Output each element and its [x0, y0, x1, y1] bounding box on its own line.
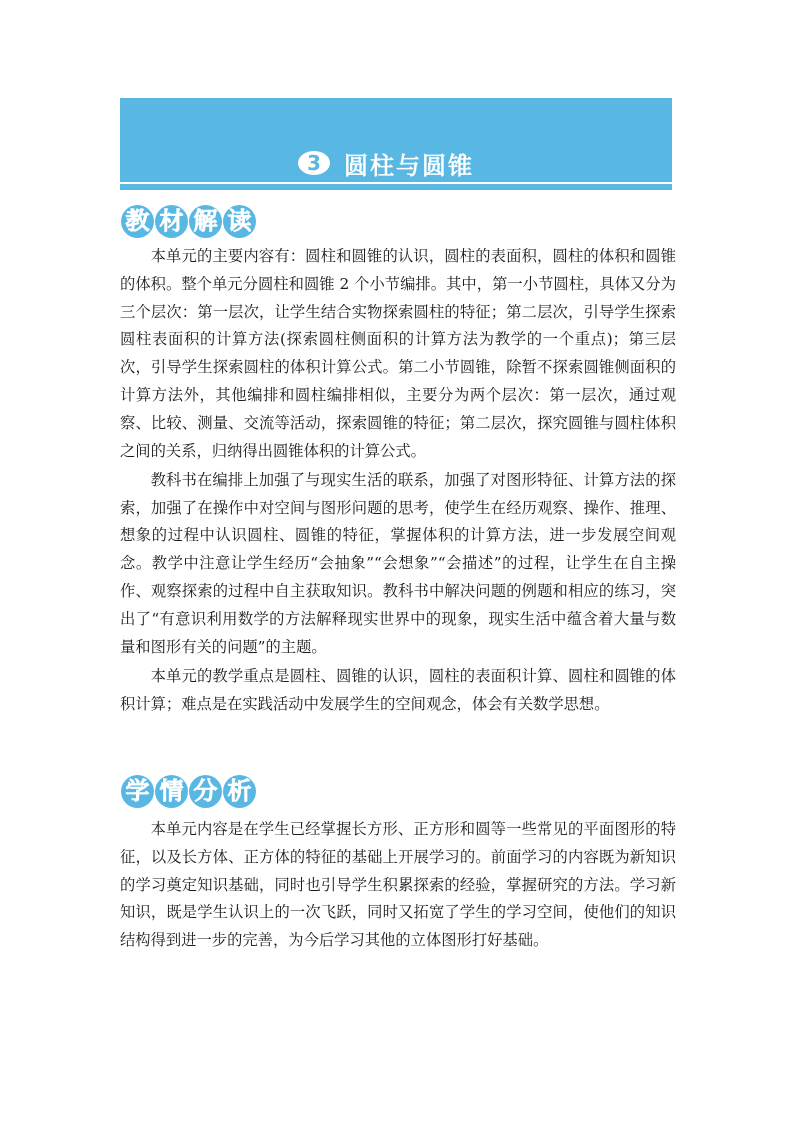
- chapter-banner: [120, 98, 672, 190]
- paragraph: 本单元内容是在学生已经掌握长方形、正方形和圆等一些常见的平面图形的特征，以及长方体、正方体的特征的基础上开展学习的。前面学习的内容既为新知识的学习奠定知识基础，同时也引导学生积累探索的经验，掌握研究的方法。学习新知识，既是学生认识上的一次飞跃，同时又拓宽了学生的学习空间，使他们的知识结构得到进一步的完善，为今后学习其他的立体图形打好基础。: [120, 820, 676, 950]
- section-title-char: 教: [121, 205, 154, 238]
- paragraph: 教科书在编排上加强了与现实生活的联系，加强了对图形特征、计算方法的探索，加强了在操作中对空间与图形问题的思考，使学生在经历观察、操作、推理、想象的过程中认识圆柱、圆锥的特征，掌握体积的计算方法，进一步发展空间观念。教学中注意让学生经历“会抽象”“会想象”“会描述”的过程，让学生在自主操作、观察探索的过程中自主获取知识。教科书中解决问题的例题和相应的练习，突出了“有意识利用数学的方法解释现实世界中的现象，现实生活中蕴含着大量与数量和图形有关的问题”的主题。: [120, 470, 676, 656]
- chapter-heading: [120, 146, 672, 180]
- chapter-title: 圆柱与圆锥: [344, 151, 474, 180]
- section-title-char: 析: [223, 775, 256, 808]
- section-title-char: 读: [223, 205, 256, 238]
- section-title-char: 分: [189, 775, 222, 808]
- section-body-student-analysis: [120, 816, 676, 955]
- section-body-textbook-analysis: [120, 243, 676, 718]
- section-title-char: 解: [189, 205, 222, 238]
- section-title-textbook-analysis: [121, 205, 256, 241]
- paragraph: 本单元的教学重点是圆柱、圆锥的认识，圆柱的表面积计算、圆柱和圆锥的体积计算；难点是在实践活动中发展学生的空间观念，体会有关数学思想。: [120, 666, 676, 713]
- banner-divider: [120, 182, 672, 184]
- paragraph: 本单元的主要内容有：圆柱和圆锥的认识，圆柱的表面积，圆柱的体积和圆锥的体积。整个单元分圆柱和圆锥 2 个小节编排。其中，第一小节圆柱，具体又分为三个层次：第一层次，让学生结合实物探索圆柱的特征；第二层次，引导学生探索圆柱表面积的计算方法(探索圆柱侧面积的计算方法为教学的一个重点)；第三层次，引导学生探索圆柱的体积计算公式。第二小节圆锥，除暂不探索圆锥侧面积的计算方法外，其他编排和圆柱编排相似，主要分为两个层次：第一层次，通过观察、比较、测量、交流等活动，探索圆锥的特征；第二层次，探究圆锥与圆柱体积之间的关系，归纳得出圆锥体积的计算公式。: [120, 247, 676, 460]
- section-title-char: 情: [155, 775, 188, 808]
- chapter-number-badge: 3: [298, 151, 330, 175]
- section-title-student-analysis: [121, 775, 256, 811]
- section-title-char: 学: [121, 775, 154, 808]
- section-title-char: 材: [155, 205, 188, 238]
